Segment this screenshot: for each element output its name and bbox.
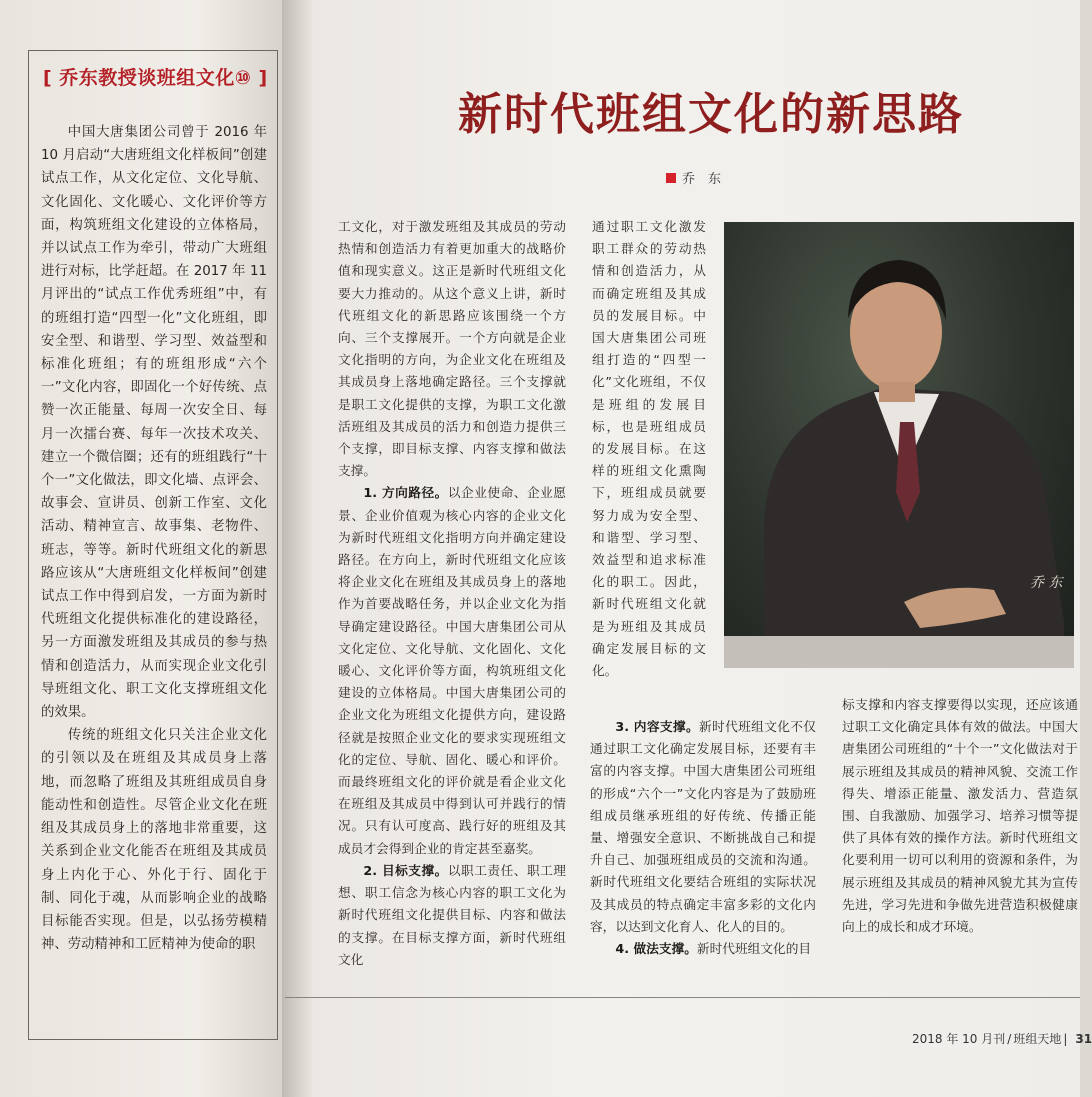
body-paragraph: 通过职工文化激发职工群众的劳动热情和创造活力，从而确定班组及其成员的发展目标。中国大唐集团公司班组打造的“四型一化”文化班组，不仅是班组的发展目标，也是班组成员的发展目标。在这样的班组文化熏陶下，班组成员就要努力成为安全型、和谐型、学习型、效益型和追求标准化的职工。因此，新时代班组文化就是为班组及其成员确定发展目标的文化。 [592,219,706,679]
article-column-2-bottom [590,716,816,960]
body-paragraph [590,716,816,938]
byline-marker-icon [666,173,676,183]
desk-surface [724,636,1074,668]
body-paragraph [338,860,566,971]
body-paragraph [590,938,816,960]
issue-date: 2018 年 10 月刊 [912,1032,1006,1046]
section-heading: 4. 做法支撑。 [615,941,697,957]
photo-signature: 乔 东 [1030,575,1063,591]
byline [666,168,721,187]
author-portrait-photo [724,222,1074,668]
sidebar-paragraph: 传统的班组文化只关注企业文化的引领以及在班组及其成员身上落地，而忽略了班组及其班组成员自身能动性和创造性。尽管企业文化在班组及其成员身上的落地非常重要，这关系到企业文化能否在班组及其成员身上内化于心、外化于行、固化于制、同化于魂，从而影响企业的战略目标能否实现。但是，以弘扬劳模精神、劳动精神和工匠精神为使命的职 [41,728,267,953]
sidebar-paragraph: 中国大唐集团公司曾于 2016 年 10 月启动“大唐班组文化样板间”创建试点工作，从文化定位、文化导航、文化固化、文化暖心、文化评价等方面，构筑班组文化建设的立体格局，并以试点工作为牵引，带动广大班组进行对标，比学赶超。在 2017 年 11 月评出的“试点工作优秀班组”中，有的班组打造“四型一化”文化班组，即安全型、和谐型、学习型、效益型和标准化班组；有的班组形成“六个一”文化内容，即固化一个好传统、点赞一次正能量、每周一次安全日、每月一次擂台赛、每年一次技术攻关、建立一个微信圈；还有的班组践行“十个一”文化做法，即文化墙、点评会、故事会、宣讲员、创新工作室、文化活动、精神宣言、故事集、老物件、班志，等等。新时代班组文化的新思路应该从“大唐班组文化样板间”创建试点工作中得到启发，一方面为新时代班组文化提供标准化的建设路径，另一方面激发班组及其成员的参与热情和创造活力，从而实现企业文化引导班组文化、职工文化支撑班组文化的效果。 [41,125,267,721]
body-paragraph [338,482,566,859]
column-title: [ 乔东教授谈班组文化⑩ ] [43,67,268,89]
section-text: 以企业使命、企业愿景、企业价值观为核心内容的企业文化为新时代班组文化指明方向并确定建设路径。在方向上，新时代班组文化应该将企业文化在班组及其成员身上的落地作为首要战略任务，并以企业文化为指导确定建设路径。中国大唐集团公司从文化定位、文化导航、文化固化、文化暖心、文化评价等方面，构筑班组文化建设的立体格局。中国大唐集团公司的企业文化为班组文化提供方向，建设路径就是按照企业文化的要求实现班组文化的定位、导航、固化、暖心和评价。而最终班组文化的评价就是看企业文化在班组及其成员中得到认可并践行的情况。只有认可度高、践行好的班组及其成员才会得到企业的肯定甚至嘉奖。 [338,485,566,856]
section-heading: 2. 目标支撑。 [363,862,448,878]
footer-divider [285,997,1080,998]
sidebar-column-box [28,50,278,1040]
page-footer [912,1030,1092,1047]
article-column-2-top [592,216,706,682]
section-heading: 3. 内容支撑。 [615,719,699,734]
footer-separator: | [1063,1032,1068,1046]
magazine-name: 班组天地 [1013,1032,1062,1046]
article-column-1 [338,216,566,971]
body-paragraph: 标支撑和内容支撑要得以实现，还应该通过职工文化确定具体有效的做法。中国大唐集团公司班组的“十个一”文化做法对于展示班组及其成员的精神风貌、交流工作得失、增添正能量、激发活力、营造氛围、自我激励、加强学习、培养习惯等提供了具体有效的操作方法。新时代班组文化要利用一切可以利用的资源和条件，为展示班组及其成员的精神风貌尤其为宣传先进，学习先进和争做先进营造积极健康向上的成长和成才环境。 [842,697,1078,935]
page-number: 31 [1075,1032,1092,1046]
author-name: 乔 东 [682,172,722,187]
footer-separator: / [1007,1032,1012,1046]
sidebar-body [41,121,267,956]
section-text: 新时代班组文化的目 [696,941,812,957]
section-text: 以职工责任、职工理想、职工信念为核心内容的职工文化为新时代班组文化提供目标、内容和做法的支撑。在目标支撑方面，新时代班组文化 [338,862,566,967]
section-text: 新时代班组文化不仅通过职工文化确定发展目标，还要有丰富的内容支撑。中国大唐集团公司班组的形成“六个一”文化内容是为了鼓励班组成员继承班组的好传统、传播正能量、增强安全意识、不断挑战自己和提升自己、加强班组成员的交流和沟通。新时代班组文化要结合班组的实际状况及其成员的特点确定丰富多彩的文化内容，以达到文化育人、化人的目的。 [590,719,816,934]
portrait-figure [724,222,1074,668]
article-title: 新时代班组文化的新思路 [458,89,964,140]
body-paragraph: 工文化，对于激发班组及其成员的劳动热情和创造活力有着更加重大的战略价值和现实意义。这正是新时代班组文化要大力推动的。从这个意义上讲，新时代班组文化的新思路应该围绕一个方向、三个支撑展开。一个方向就是企业文化指明的方向，为企业文化在班组及其成员身上落地确定路径。三个支撑就是职工文化提供的支撑，为职工文化激活班组及其成员的活力和创造力提供三个支撑，即目标支撑、内容支撑和做法支撑。 [338,219,566,479]
article-column-3 [842,694,1078,938]
section-heading: 1. 方向路径。 [363,485,448,501]
